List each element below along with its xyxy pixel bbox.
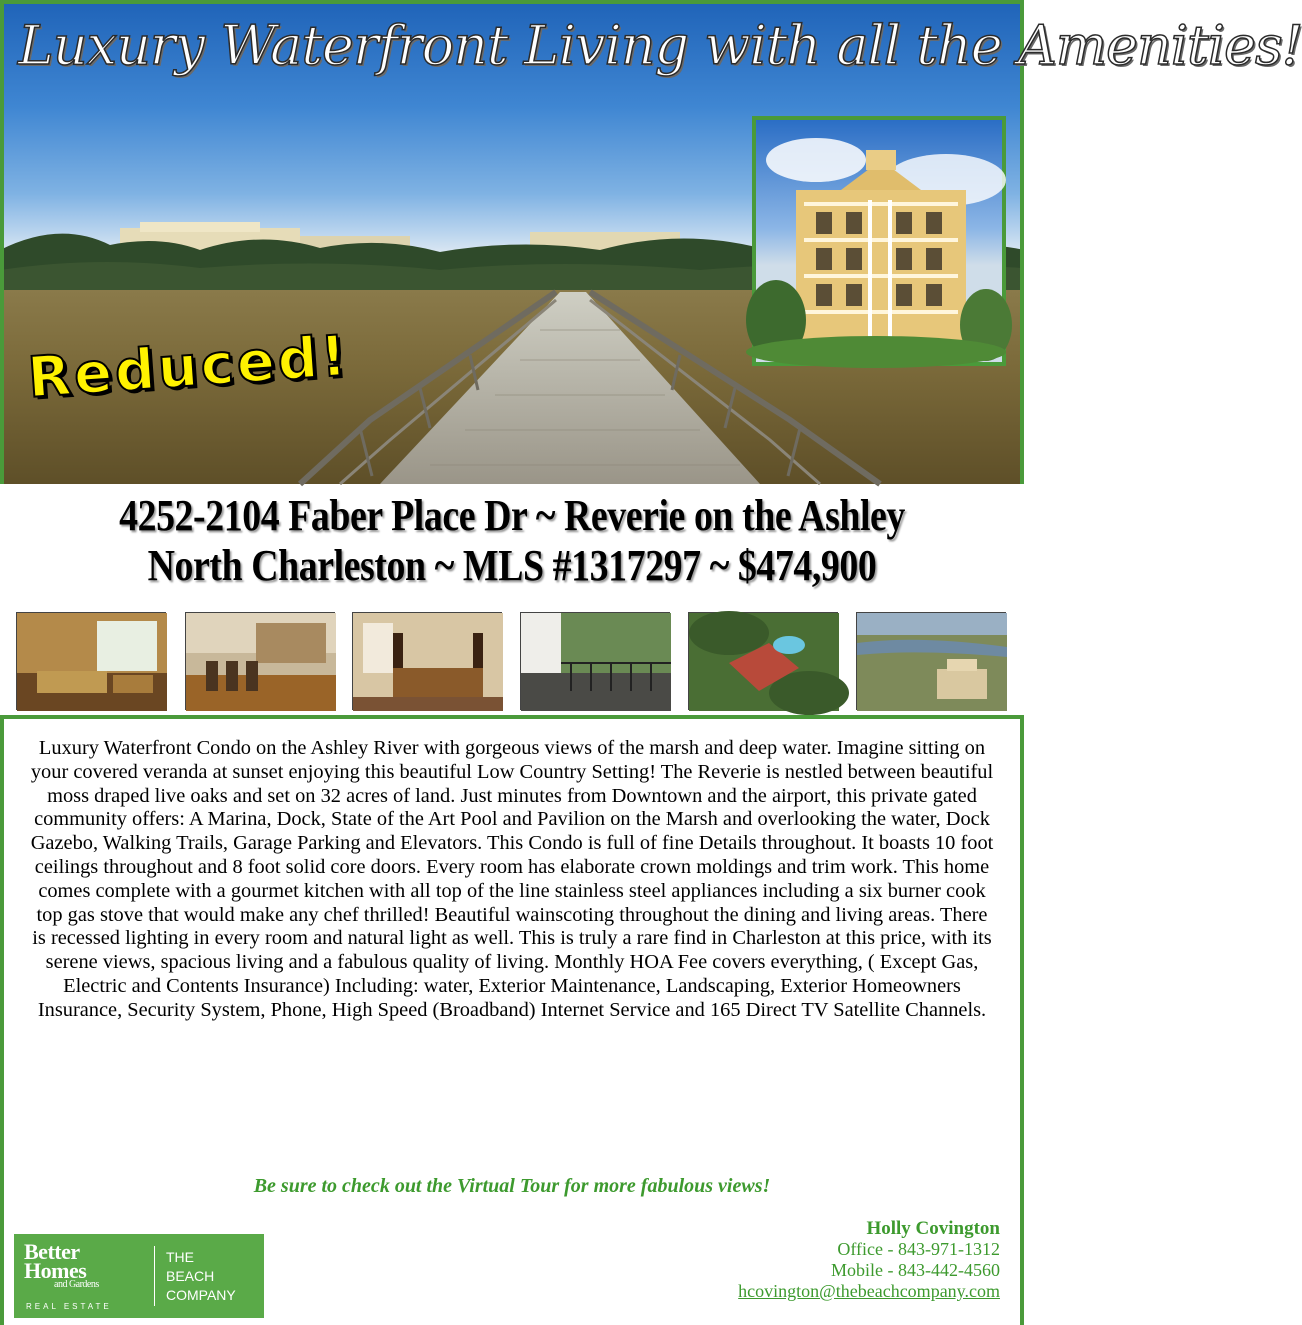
building-illustration xyxy=(756,120,1002,362)
marina-aerial-photo xyxy=(856,612,1006,710)
kitchen-illustration xyxy=(186,613,336,711)
bhg-homes: Homes xyxy=(24,1258,87,1283)
pool-aerial-illustration xyxy=(689,613,839,711)
living-room-illustration xyxy=(17,613,167,711)
description-frame-right xyxy=(1020,715,1024,1325)
description-frame-top xyxy=(0,715,1024,719)
pool-aerial-photo xyxy=(688,612,838,710)
veranda-photo xyxy=(520,612,670,710)
bhg-better: Better xyxy=(24,1239,80,1264)
bhg-real-estate: REAL ESTATE xyxy=(26,1302,112,1311)
agent-contact xyxy=(738,1218,1000,1302)
company-beach: BEACH xyxy=(166,1268,215,1284)
company-the: THE xyxy=(166,1249,194,1265)
bhg-wordmark xyxy=(24,1239,99,1290)
kitchen-photo xyxy=(185,612,335,710)
living-room-photo xyxy=(16,612,166,710)
reduced-badge: Reduced! xyxy=(25,323,352,411)
street-address: 4252-2104 Faber Place Dr ~ Reverie on the Ashley xyxy=(119,491,905,540)
photo-strip xyxy=(16,612,1016,710)
agent-name: Holly Covington xyxy=(866,1218,1000,1239)
virtual-tour-tagline: Be sure to check out the Virtual Tour for more fabulous views! xyxy=(253,1175,771,1197)
office-phone[interactable]: Office - 843-971-1312 xyxy=(837,1239,1000,1259)
hero-photo xyxy=(0,0,1302,484)
agent-email-link[interactable]: hcovington@thebeachcompany.com xyxy=(738,1281,1000,1301)
brokerage-logo xyxy=(14,1234,264,1318)
beach-company-wordmark xyxy=(166,1248,236,1305)
bedroom-photo xyxy=(352,612,502,710)
condo-building-photo xyxy=(752,116,1006,366)
veranda-illustration xyxy=(521,613,671,711)
bhg-and-gardens: and Gardens xyxy=(54,1279,99,1290)
flyer-headline: Luxury Waterfront Living with all the Amenities! xyxy=(18,14,1302,77)
marina-aerial-illustration xyxy=(857,613,1007,711)
city-mls-price: North Charleston ~ MLS #1317297 ~ $474,900 xyxy=(147,541,877,590)
description-frame-left xyxy=(0,715,4,1325)
property-description: Luxury Waterfront Condo on the Ashley River with gorgeous views of the marsh and deep water. Imagine sitting on your covered veranda at sunset enjoying this beautiful Low Country Setting! The Reverie is nestled between beautiful moss draped live oaks and set on 32 acres of land. Just minutes from Downtown and the airport, this private gated community offers: A Marina, Dock, State of the Art Pool and Pavilion on the Marsh and overlooking the water, Dock Gazebo, Walking Trails, Garage Parking and Elevators. This Condo is full of fine Details throughout. It boasts 10 foot ceilings throughout and 8 foot solid core doors. Every room has elaborate crown moldings and trim work. This home comes complete with a gourmet kitchen with all top of the line stainless steel appliances including a six burner cook top gas stove that would make any chef thrilled! Beautiful wainscoting throughout the dining and living areas. There is recessed lighting in every room and natural light as well. This is truly a rare find in Charleston at this price, with its serene views, spacious living and a fabulous quality of living. Monthly HOA Fee covers everything, ( Except Gas, Electric and Contents Insurance) Including: water, Exterior Maintenance, Landscaping, Exterior Homeowners Insurance, Security System, Phone, High Speed (Broadband) Internet Service and 165 Direct TV Satellite Channels. xyxy=(30,737,994,1021)
mobile-phone[interactable]: Mobile - 843-442-4560 xyxy=(831,1260,1000,1280)
logo-divider xyxy=(154,1246,155,1306)
bedroom-illustration xyxy=(353,613,503,711)
company-company: COMPANY xyxy=(166,1287,236,1303)
